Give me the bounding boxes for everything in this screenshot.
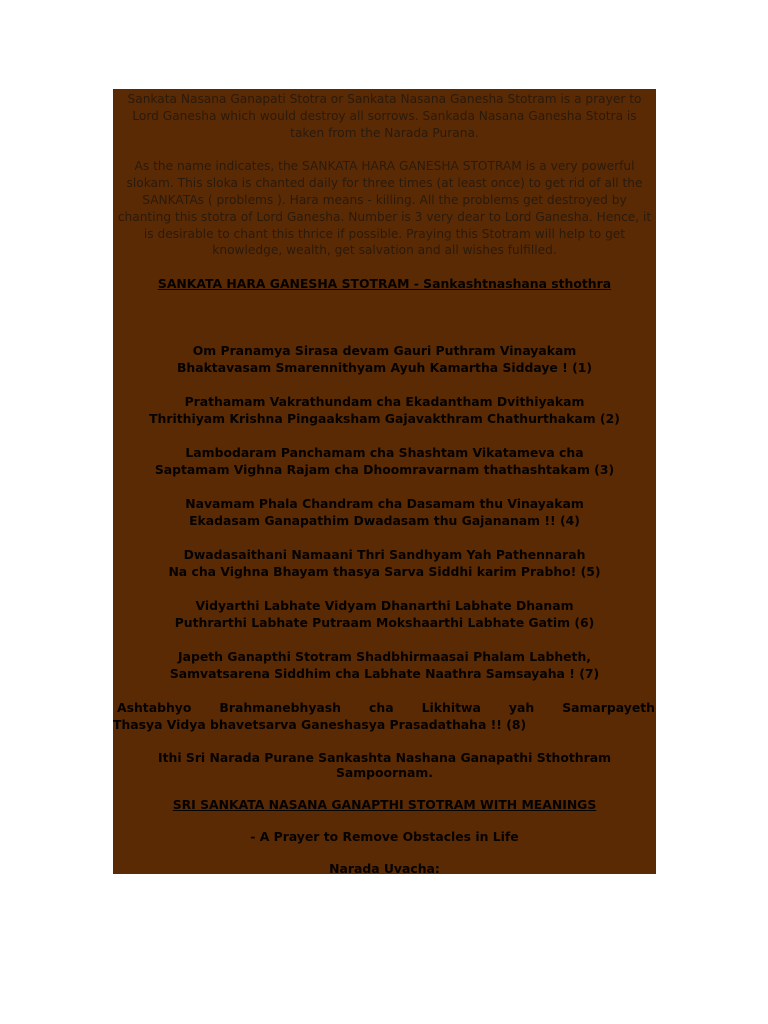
verse-word: cha	[369, 700, 394, 716]
content-panel	[113, 89, 656, 874]
verse-word: Likhitwa	[421, 700, 481, 716]
intro-paragraph-1: Sankata Nasana Ganapati Stotra or Sankata Nasana Ganesha Stotram is a prayer to Lord Ganesha which would destroy all sorrows. Sankada Nasana Ganesha Stotra is taken from the Narada Purana.	[127, 92, 642, 140]
verse-line: Samvatsarena Siddhim cha Labhate Naathra Samsayaha ! (7)	[169, 666, 600, 682]
verse-line: Navamam Phala Chandram cha Dasamam thu Vinayakam	[185, 496, 584, 512]
verse-2	[113, 393, 656, 427]
subtitle: - A Prayer to Remove Obstacles in Life	[250, 829, 519, 845]
verse-line: Ekadasam Ganapathim Dwadasam thu Gajananam !! (4)	[189, 513, 580, 529]
verse-word: Ashtabhyo	[117, 700, 192, 716]
verse-8	[113, 699, 656, 733]
verse-line: Om Pranamya Sirasa devam Gauri Puthram Vinayakam	[192, 343, 577, 359]
closing-line: Ithi Sri Narada Purane Sankashta Nashana Ganapathi Sthothram Sampoornam.	[157, 750, 611, 781]
verse-line: Thasya Vidya bhavetsarva Ganeshasya Prasadathaha !! (8)	[113, 717, 527, 733]
verse-line: Na cha Vighna Bhayam thasya Sarva Siddhi karim Prabho! (5)	[168, 564, 601, 580]
verse-line: Puthrarthi Labhate Putraam Mokshaarthi Labhate Gatim (6)	[174, 615, 595, 631]
verse-line: Japeth Ganapthi Stotram Shadbhirmaasai Phalam Labheth,	[177, 649, 592, 665]
verse-line: Thrithiyam Krishna Pingaaksham Gajavakthram Chathurthakam (2)	[149, 411, 620, 427]
verse-line: Saptamam Vighna Rajam cha Dhoomravarnam thathashtakam (3)	[154, 462, 615, 478]
verse-line: Bhaktavasam Smarennithyam Ayuh Kamartha Siddaye ! (1)	[176, 360, 593, 376]
intro-paragraph-2: As the name indicates, the SANKATA HARA GANESHA STOTRAM is a very powerful slokam. This sloka is chanted daily for three times (at least once) to get rid of all the SANKATAs ( problems ). Hara means - killing. All the problems get destroyed by chanting this stotra of Lord Ganesha. Number is 3 very dear to Lord Ganesha. Hence, it is desirable to chant this thrice if possible. Praying this Stotram will help to get knowledge, wealth, get salvation and all wishes fulfilled.	[117, 159, 652, 258]
verse-line: Prathamam Vakrathundam cha Ekadantham Dvithiyakam	[184, 394, 585, 410]
verse-word: Samarpayeth	[562, 700, 655, 716]
verse-6	[113, 597, 656, 631]
verse-7	[113, 648, 656, 682]
verse-line: Vidyarthi Labhate Vidyam Dhanarthi Labhate Dhanam	[195, 598, 574, 614]
verse-word: yah	[508, 700, 535, 716]
verse-line: Lambodaram Panchamam cha Shashtam Vikatameva cha	[185, 445, 584, 461]
verse-word: Brahmanebhyash	[219, 700, 341, 716]
verse-line: Dwadasaithani Namaani Thri Sandhyam Yah Pathennarah	[183, 547, 586, 563]
verse-8-justified-line	[117, 699, 655, 716]
verse-5	[113, 546, 656, 580]
verse-3	[113, 444, 656, 478]
meanings-heading: SRI SANKATA NASANA GANAPTHI STOTRAM WITH MEANINGS	[172, 797, 597, 813]
verse-1	[113, 342, 656, 376]
stotram-heading: SANKATA HARA GANESHA STOTRAM - Sankashtnashana sthothra	[157, 276, 612, 292]
narada-uvacha: Narada Uvacha:	[329, 861, 440, 874]
verse-4	[113, 495, 656, 529]
